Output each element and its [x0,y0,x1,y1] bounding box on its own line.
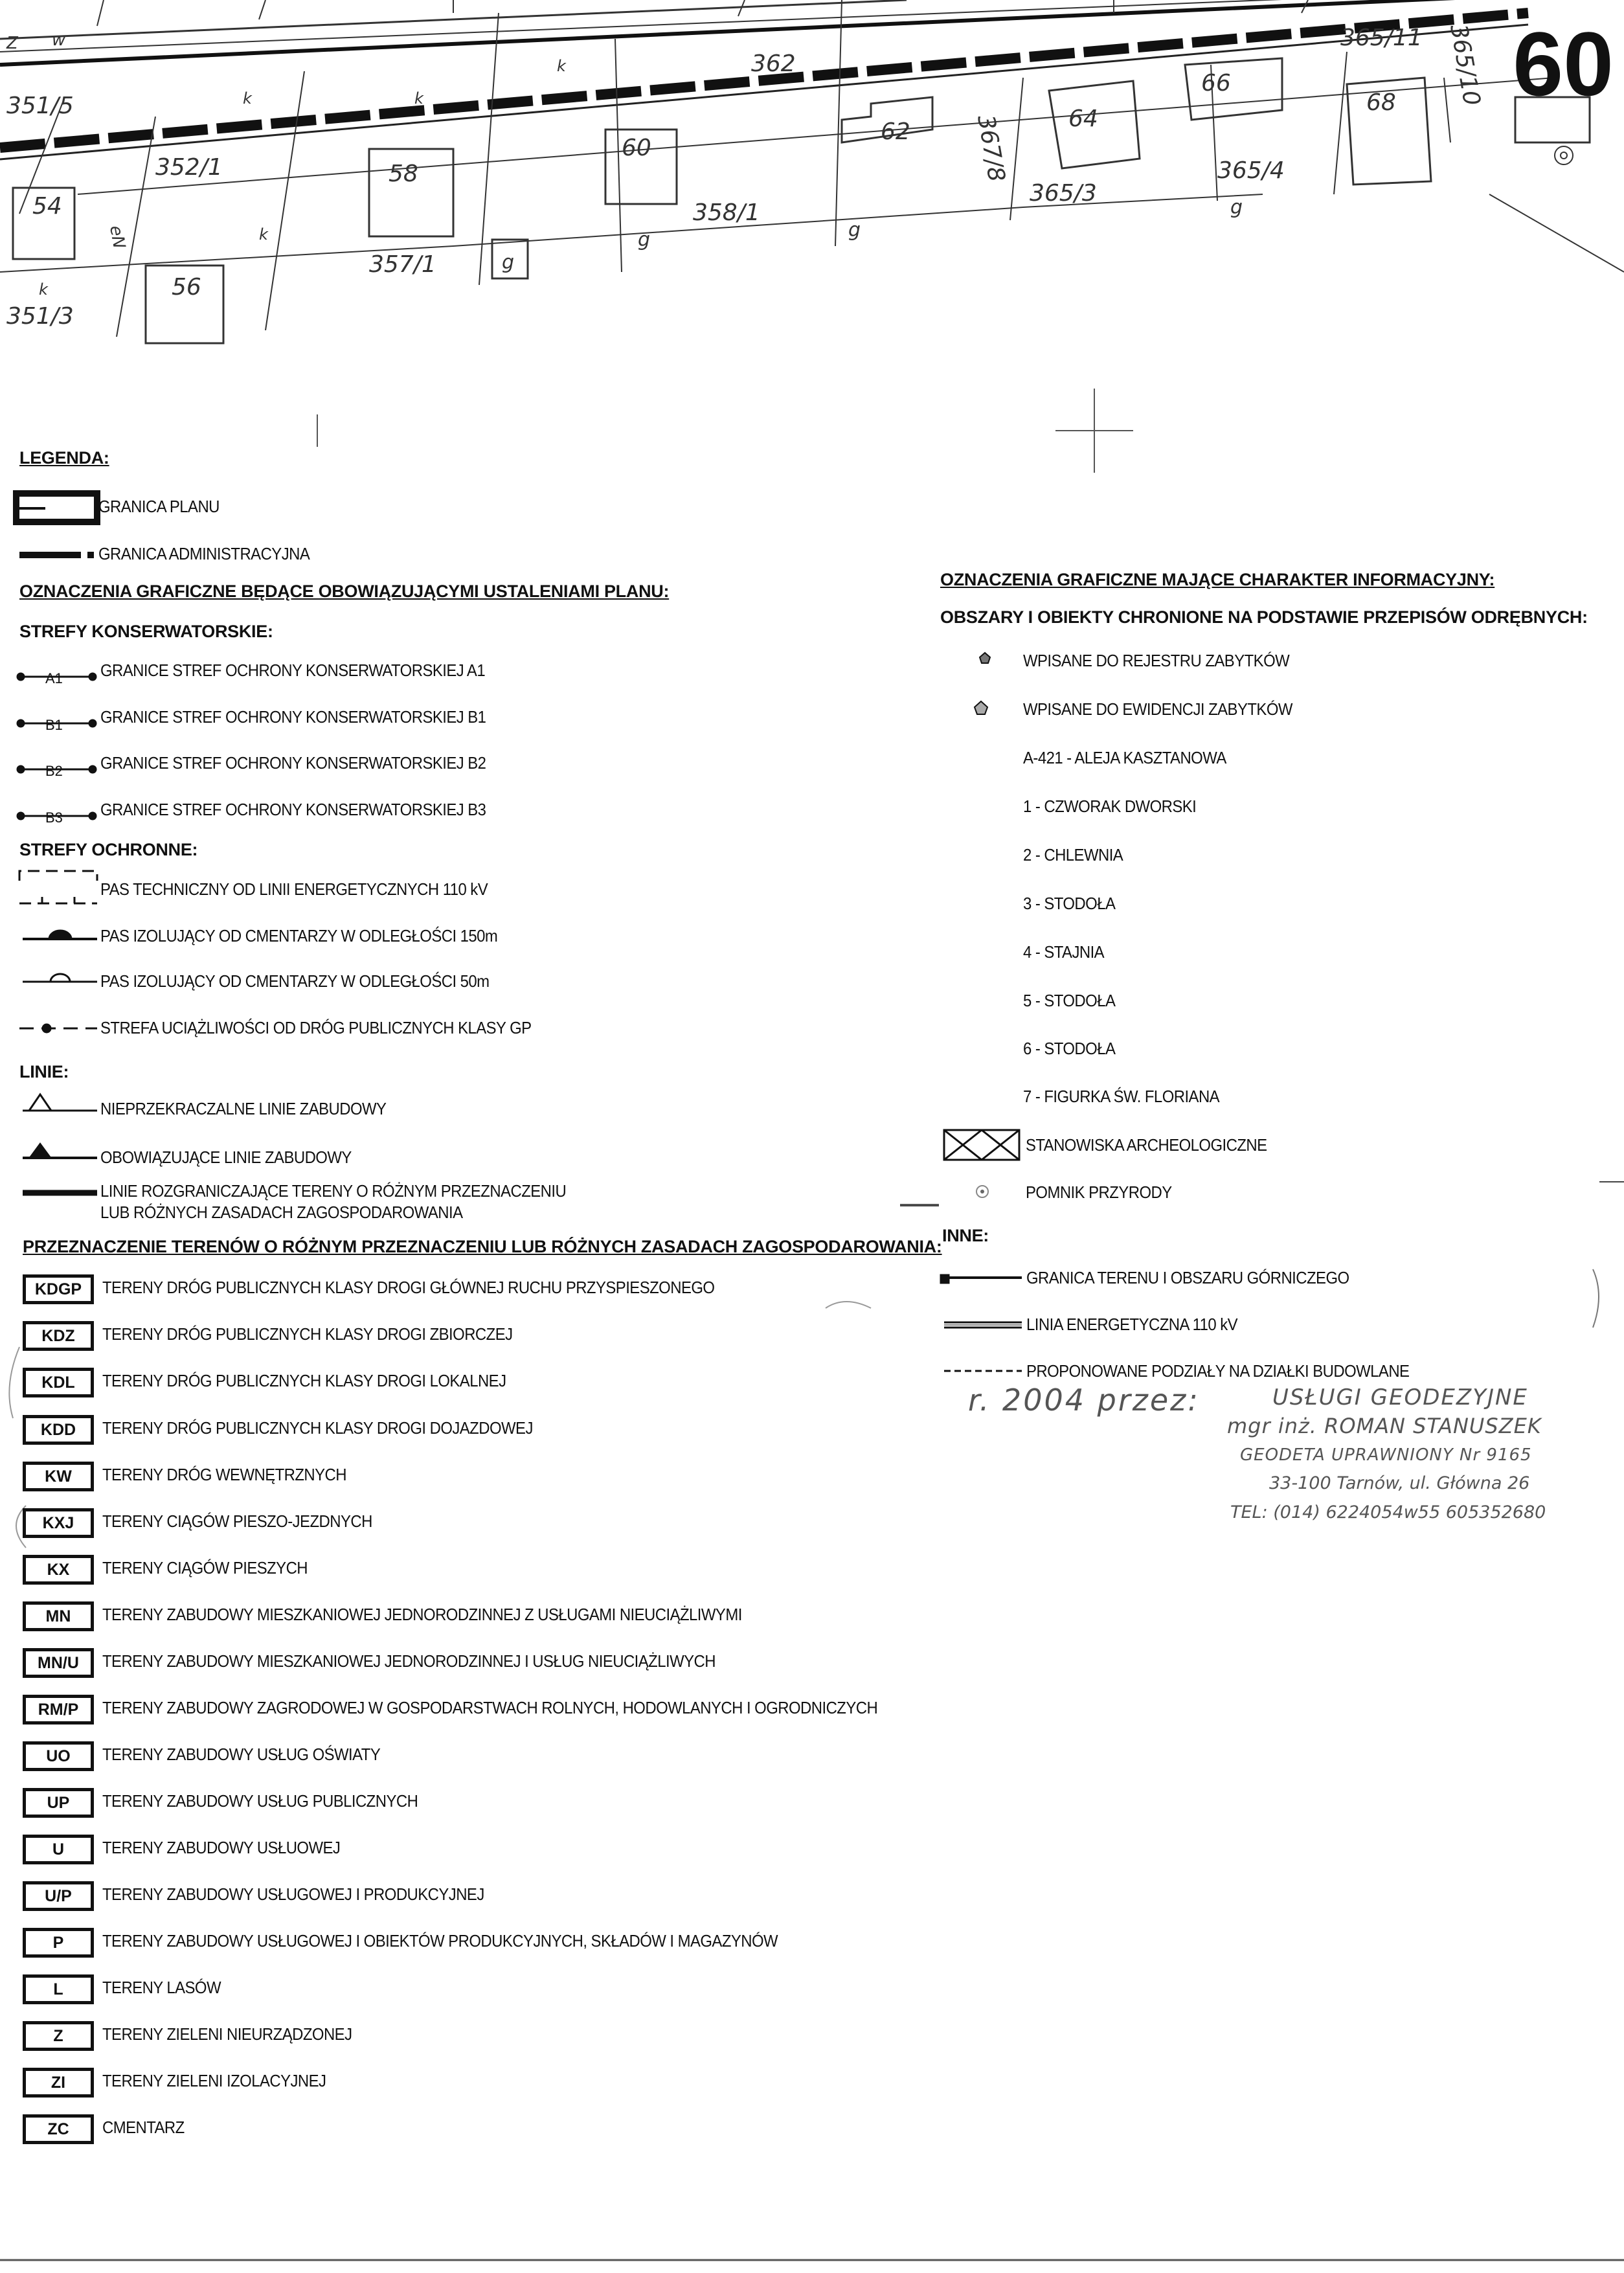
legend-item: NIEPRZEKRACZALNE LINIE ZABUDOWY [100,1099,387,1118]
building-label: 66 [1201,70,1231,96]
map-symbol: g [502,251,515,274]
legend-item: POMNIK PRZYRODY [1026,1182,1172,1202]
landuse-code-box: KDD [23,1415,94,1445]
landuse-label: TERENY ZABUDOWY USŁUOWEJ [102,1838,341,1857]
building-label: 62 [881,119,910,145]
building-label: 68 [1366,89,1396,116]
parcel-label: 362 [751,51,796,77]
sheet-number: 60 [1513,13,1614,115]
zone-code: B3 [45,809,63,826]
legend-item: GRANICE STREF OCHRONY KONSERWATORSKIEJ B1 [100,707,486,727]
parcel-label: 365/11 [1340,25,1423,51]
parcel-label: 358/1 [693,199,760,226]
map-symbol: w [52,30,66,50]
landuse-label: TERENY ZABUDOWY ZAGRODOWEJ W GOSPODARSTWACH ROLNYCH, HODOWLANYCH I OGRODNICZYCH [102,1698,878,1717]
legend-item: LINIE ROZGRANICZAJĄCE TERENY O RÓŻNYM PRZEZNACZENIU [100,1181,567,1201]
landuse-label: TERENY ZABUDOWY USŁUG PUBLICZNYCH [102,1791,418,1811]
landuse-code-box: ZI [23,2068,94,2098]
landuse-label: TERENY DRÓG PUBLICZNYCH KLASY DROGI GŁÓWNEJ RUCHU PRZYSPIESZONEGO [102,1278,715,1297]
protected-object: A-421 - ALEJA KASZTANOWA [1023,748,1226,767]
map-symbol: g [848,219,861,242]
parcel-label: 352/1 [155,154,223,181]
protected-object: 4 - STAJNIA [1023,942,1105,962]
landuse-code-box: KX [23,1555,94,1585]
legend-item: GRANICE STREF OCHRONY KONSERWATORSKIEJ B3 [100,800,486,819]
landuse-label: TERENY ZABUDOWY MIESZKANIOWEJ JEDNORODZINNEJ Z USŁUGAMI NIEUCIĄŻLIWYMI [102,1605,742,1624]
legend-item: WPISANE DO REJESTRU ZABYTKÓW [1023,651,1290,670]
landuse-code-box: U [23,1835,94,1864]
legend-granica-administracyjna: GRANICA ADMINISTRACYJNA [98,544,310,563]
building-label: 54 [32,193,62,220]
stamp-company: USŁUGI GEODEZYJNE [1272,1385,1528,1410]
landuse-code-box: KDZ [23,1321,94,1351]
parcel-label: 365/10 [1445,22,1485,108]
landuse-label: TERENY ZABUDOWY USŁUG OŚWIATY [102,1745,381,1764]
map-symbol: k [243,89,252,107]
parcel-label: 365/3 [1030,180,1097,207]
legend-item: GRANICA TERENU I OBSZARU GÓRNICZEGO [1026,1268,1349,1287]
zone-code: B1 [45,717,63,733]
landuse-code-box: KW [23,1462,94,1491]
legend-item: GRANICE STREF OCHRONY KONSERWATORSKIEJ A1 [100,661,486,680]
landuse-code-box: Z [23,2021,94,2051]
landuse-code-box: MN/U [23,1648,94,1678]
legend-item: PAS IZOLUJĄCY OD CMENTARZY W ODLEGŁOŚCI 150m [100,926,498,945]
legend-item: WPISANE DO EWIDENCJI ZABYTKÓW [1023,699,1292,719]
parcel-label: 351/5 [6,93,74,119]
informacyjne-header: OZNACZENIA GRAFICZNE MAJĄCE CHARAKTER INFORMACYJNY: [940,570,1495,589]
landuse-label: TERENY CIĄGÓW PIESZO-JEZDNYCH [102,1511,372,1531]
legend-item: STANOWISKA ARCHEOLOGICZNE [1026,1135,1267,1155]
building-label: 60 [622,135,651,161]
landuse-code-box: U/P [23,1881,94,1911]
stamp-phone: TEL: (014) 6224054w55 605352680 [1230,1502,1546,1522]
zone-code: B2 [45,763,63,779]
strefy-ochronne-header: STREFY OCHRONNE: [19,840,198,859]
landuse-label: TERENY ZIELENI IZOLACYJNEJ [102,2071,326,2090]
landuse-label: TERENY CIĄGÓW PIESZYCH [102,1558,308,1578]
legend-item: GRANICE STREF OCHRONY KONSERWATORSKIEJ B2 [100,753,486,773]
building-label: 58 [389,161,418,187]
landuse-code-box: ZC [23,2114,94,2144]
chronione-header: OBSZARY I OBIEKTY CHRONIONE NA PODSTAWIE PRZEPISÓW ODRĘBNYCH: [940,607,1588,627]
map-symbol: k [414,89,423,107]
legend-item: STREFA UCIĄŻLIWOŚCI OD DRÓG PUBLICZNYCH KLASY GP [100,1018,532,1037]
landuse-code-box: MN [23,1601,94,1631]
protected-object: 1 - CZWORAK DWORSKI [1023,797,1197,816]
protected-object: 7 - FIGURKA ŚW. FLORIANA [1023,1087,1220,1106]
stamp-name: mgr inż. ROMAN STANUSZEK [1227,1414,1542,1438]
map-symbol: k [259,225,268,243]
building-label: 64 [1068,106,1098,132]
legend-granica-planu: GRANICA PLANU [98,497,220,516]
landuse-code-box: P [23,1928,94,1958]
landuse-label: TERENY ZABUDOWY USŁUGOWEJ I OBIEKTÓW PRODUKCYJNYCH, SKŁADÓW I MAGAZYNÓW [102,1931,778,1951]
map-symbol: k [557,57,566,75]
protected-object: 2 - CHLEWNIA [1023,845,1123,865]
map-symbol: k [39,280,48,299]
building-label: 56 [172,274,201,300]
legend-item: PROPONOWANE PODZIAŁY NA DZIAŁKI BUDOWLANE [1026,1361,1410,1381]
parcel-label: 367/8 [972,113,1010,184]
landuse-label: TERENY DRÓG PUBLICZNYCH KLASY DROGI LOKALNEJ [102,1371,506,1390]
legend-item: LUB RÓŻNYCH ZASADACH ZAGOSPODAROWANIA [100,1203,463,1222]
stamp-date: r. 2004 przez: [968,1383,1200,1418]
stamp-license: GEODETA UPRAWNIONY Nr 9165 [1240,1445,1532,1465]
landuse-code-box: UO [23,1741,94,1771]
landuse-label: TERENY ZIELENI NIEURZĄDZONEJ [102,2024,352,2044]
stamp-address: 33-100 Tarnów, ul. Główna 26 [1269,1473,1530,1493]
parcel-label: 351/3 [6,303,74,330]
landuse-label: TERENY ZABUDOWY USŁUGOWEJ I PRODUKCYJNEJ [102,1884,484,1904]
landuse-code-box: L [23,1974,94,2004]
legend-title: LEGENDA: [19,448,109,468]
legend-item: PAS TECHNICZNY OD LINII ENERGETYCZNYCH 110 kV [100,879,488,899]
landuse-label: CMENTARZ [102,2118,185,2137]
landuse-code-box: RM/P [23,1695,94,1725]
landuse-label: TERENY DRÓG PUBLICZNYCH KLASY DROGI DOJAZDOWEJ [102,1418,533,1438]
map-symbol: eN [106,224,129,251]
strefy-konserwatorskie-header: STREFY KONSERWATORSKIE: [19,622,273,641]
landuse-code-box: KDL [23,1368,94,1397]
legend-item: PAS IZOLUJĄCY OD CMENTARZY W ODLEGŁOŚCI 50m [100,971,490,991]
landuse-code-box: KDGP [23,1274,94,1304]
obowiazujace-header: OZNACZENIA GRAFICZNE BĘDĄCE OBOWIĄZUJĄCYMI USTALENIAMI PLANU: [19,582,670,601]
landuse-label: TERENY ZABUDOWY MIESZKANIOWEJ JEDNORODZINNEJ I USŁUG NIEUCIĄŻLIWYCH [102,1651,716,1671]
linie-header: LINIE: [19,1062,69,1081]
legend-item: LINIA ENERGETYCZNA 110 kV [1026,1315,1238,1334]
parcel-label: 357/1 [369,251,436,278]
landuse-code-box: UP [23,1788,94,1818]
legend-item: OBOWIĄZUJĄCE LINIE ZABUDOWY [100,1148,352,1167]
map-symbol: g [638,229,651,251]
protected-object: 3 - STODOŁA [1023,894,1116,913]
landuse-label: TERENY DRÓG WEWNĘTRZNYCH [102,1465,347,1484]
zone-code: A1 [45,670,63,686]
landuse-label: TERENY DRÓG PUBLICZNYCH KLASY DROGI ZBIORCZEJ [102,1324,513,1344]
parcel-label: 365/4 [1217,157,1285,184]
map-symbol: Z [6,34,18,53]
protected-object: 6 - STODOŁA [1023,1039,1116,1058]
map-symbol: g [1230,196,1243,219]
inne-header: INNE: [942,1226,989,1245]
przeznaczenie-header: PRZEZNACZENIE TERENÓW O RÓŻNYM PRZEZNACZENIU LUB RÓŻNYCH ZASADACH ZAGOSPODAROWANIA: [23,1237,942,1256]
protected-object: 5 - STODOŁA [1023,991,1116,1010]
landuse-label: TERENY LASÓW [102,1978,221,1997]
landuse-code-box: KXJ [23,1508,94,1538]
